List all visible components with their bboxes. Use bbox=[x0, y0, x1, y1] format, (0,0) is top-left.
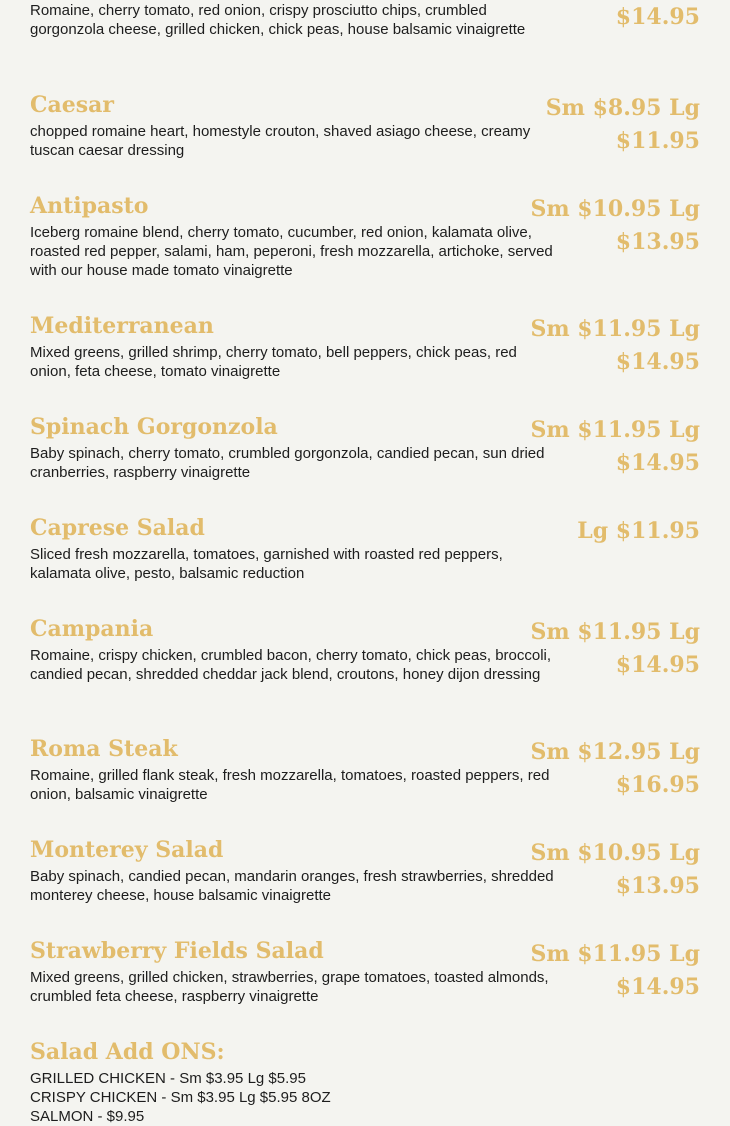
item-description: Mixed greens, grilled shrimp, cherry tomato, bell peppers, chick peas, red onion, feta cheese, tomato vinaigrette bbox=[30, 344, 517, 380]
item-description: Romaine, cherry tomato, red onion, crispy prosciutto chips, crumbled gorgonzola cheese, grilled chicken, chick peas, house balsamic vinaigrette bbox=[30, 2, 526, 38]
item-price: Sm $11.95 Lg $14.95 bbox=[530, 941, 700, 1000]
item-description: Mixed greens, grilled chicken, strawberries, grape tomatoes, toasted almonds, crumbled feta cheese, raspberry vinaigrette bbox=[30, 969, 549, 1005]
item-name: Caprese Salad bbox=[30, 515, 205, 541]
item-name: Antipasto bbox=[30, 193, 149, 219]
item-price: Sm $10.95 Lg $13.95 bbox=[530, 840, 700, 899]
item-name: Caesar bbox=[30, 92, 114, 118]
item-description: Baby spinach, cherry tomato, crumbled gorgonzola, candied pecan, sun dried cranberries, raspberry vinaigrette bbox=[30, 445, 545, 481]
item-name: Campania bbox=[30, 616, 154, 642]
addon-item: GRILLED CHICKEN - Sm $3.95 Lg $5.95 bbox=[30, 1070, 306, 1087]
item-description: Iceberg romaine blend, cherry tomato, cucumber, red onion, kalamata olive, roasted red pepper, salami, ham, peperoni, fresh mozzarella, artichoke, served with our house made tomato vinaigrette bbox=[30, 224, 553, 279]
item-price: Sm $11.95 Lg $14.95 bbox=[530, 619, 700, 678]
item-price: Sm $11.95 Lg $14.95 bbox=[530, 316, 700, 375]
item-price: Sm $12.95 Lg $16.95 bbox=[530, 739, 700, 798]
addons-list bbox=[30, 1069, 630, 1126]
item-description: Romaine, crispy chicken, crumbled bacon, cherry tomato, chick peas, broccoli, candied pecan, shredded cheddar jack blend, croutons, honey dijon dressing bbox=[30, 647, 552, 683]
item-name: Roma Steak bbox=[30, 736, 178, 762]
item-description: Romaine, grilled flank steak, fresh mozzarella, tomatoes, roasted peppers, red onion, balsamic vinaigrette bbox=[30, 767, 550, 803]
item-name: Strawberry Fields Salad bbox=[30, 938, 324, 964]
item-name: Monterey Salad bbox=[30, 837, 224, 863]
addon-item: SALMON - $9.95 bbox=[30, 1108, 145, 1125]
item-price: Sm $10.95 Lg $13.95 bbox=[530, 196, 700, 255]
item-name: Mediterranean bbox=[30, 313, 214, 339]
item-price: $14.95 bbox=[615, 4, 700, 30]
item-description: Baby spinach, candied pecan, mandarin oranges, fresh strawberries, shredded monterey cheese, house balsamic vinaigrette bbox=[30, 868, 554, 904]
item-description: Sliced fresh mozzarella, tomatoes, garnished with roasted red peppers, kalamata olive, pesto, balsamic reduction bbox=[30, 546, 503, 582]
menu-item bbox=[30, 0, 700, 60]
item-price: Sm $11.95 Lg $14.95 bbox=[530, 417, 700, 476]
item-price: Lg $11.95 bbox=[577, 518, 700, 544]
addons-title: Salad Add ONS: bbox=[30, 1039, 225, 1065]
item-price: Sm $8.95 Lg $11.95 bbox=[545, 95, 700, 154]
addon-item: CRISPY CHICKEN - Sm $3.95 Lg $5.95 8OZ bbox=[30, 1089, 331, 1106]
item-name: Spinach Gorgonzola bbox=[30, 414, 278, 440]
item-description: chopped romaine heart, homestyle crouton, shaved asiago cheese, creamy tuscan caesar dressing bbox=[30, 123, 531, 159]
